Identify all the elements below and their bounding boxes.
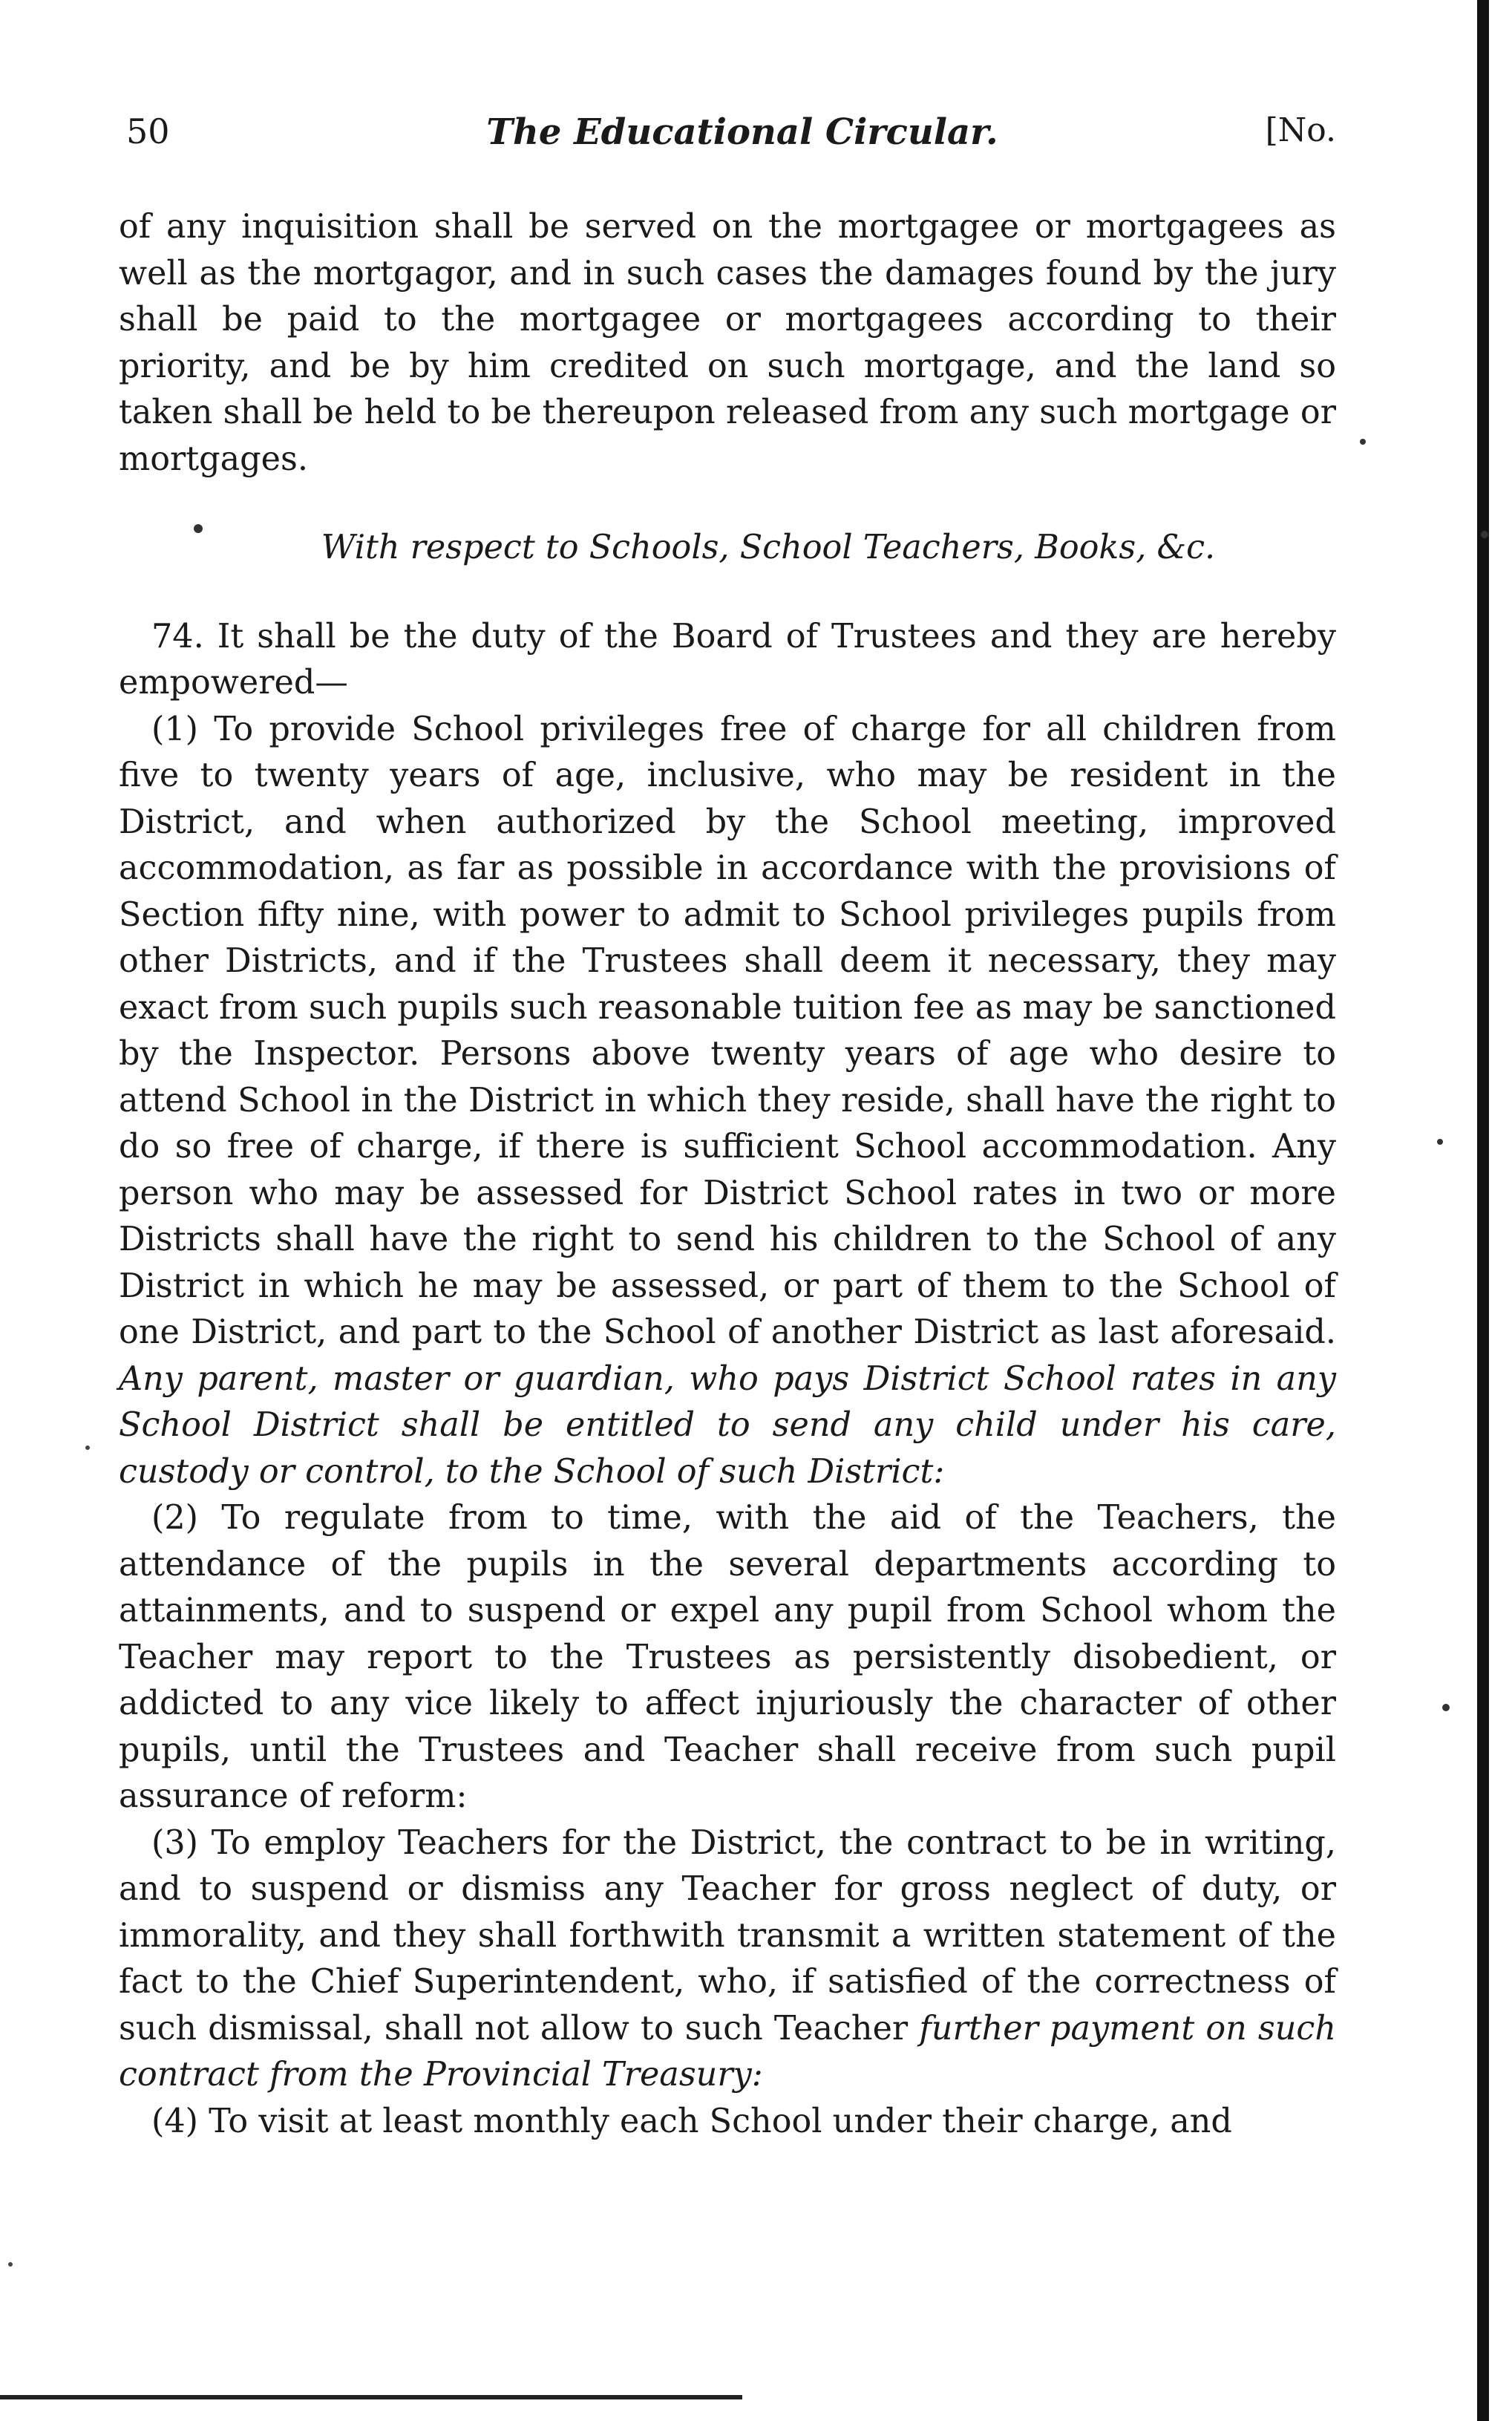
section-heading: With respect to Schools, School Teachers, Books, &c. [321,529,1216,566]
speck-mark [8,2262,13,2267]
speck-mark [1481,531,1488,538]
section-74-intro: 74. It shall be the duty of the Board of Trustees and they are hereby empowered— [119,617,1336,702]
speck-mark [1442,1704,1450,1711]
issue-number-mark: [No. [1265,111,1336,149]
clause-3-italic-text: further payment on such contract from the Provincial Treasury: [119,2009,1336,2094]
paragraph-mortgage-continuation: of any inquisition shall be served on the mortgagee or mortgagees as well as the mortgagor, and in such cases the damages found by the jury shall be paid to the mortgagee or mortgagees according to their priority, and be by him credited on such mortgage, and the land so taken shall be held to be thereupon released from any such mortgage or mortgages. [119,208,1336,478]
speck-mark [1437,1139,1443,1145]
page-number: 50 [126,111,170,151]
speck-mark [1360,439,1366,445]
clause-2: (2) To regulate from to time, with the aid of the Teachers, the attendance of the pupils in the several departments according to attainments, and to suspend or expel any pupil from School whom the Teacher may report to the Trustees as persistently disobedient, or addicted to any vice likely to affect injuriously the character of other pupils, until the Trustees and Teacher shall receive from such pupil assurance of reform: [119,1499,1336,1815]
speck-mark [194,524,203,533]
clause-1-italic-text: Any parent, master or guardian, who pays District School rates in any School District shall be entitled to send any child under his care, custody or control, to the School of such District: [119,1359,1336,1491]
speck-mark [85,1445,90,1450]
clause-3-text: (3) To employ Teachers for the District, the contract to be in writing, and to suspend or dismiss any Teacher for gross neglect of duty, or immorality, and they shall forthwith transmit a written statement of the fact to the Chief Superintendent, who, if satisfied of the correctness of such dismissal, shall not allow to such Teacher [119,1823,1336,2048]
journal-title: The Educational Circular. [486,111,998,153]
clause-1-text: (1) To provide School privileges free of charge for all children from five to twenty years of age, inclusive, who may be resident in the District, and when authorized by the School meeting, improved accommodation, as far as possible in accordance with the provisions of Section fifty nine, with power to admit to School privileges pupils from other Districts, and if the Trustees shall deem it necessary, they may exact from such pupils such reasonable tuition fee as may be sanctioned by the Inspector. Persons above twenty years of age who desire to attend School in the District in which they reside, shall have the right to do so free of charge, if there is sufficient School accommodation. Any person who may be assessed for District School rates in two or more Districts shall have the right to send his children to the School of any District in which he may be assessed, or part of them to the School of one District, and part to the School of another District as last aforesaid. [119,710,1336,1351]
clause-4: (4) To visit at least monthly each School under their charge, and [151,2102,1232,2140]
